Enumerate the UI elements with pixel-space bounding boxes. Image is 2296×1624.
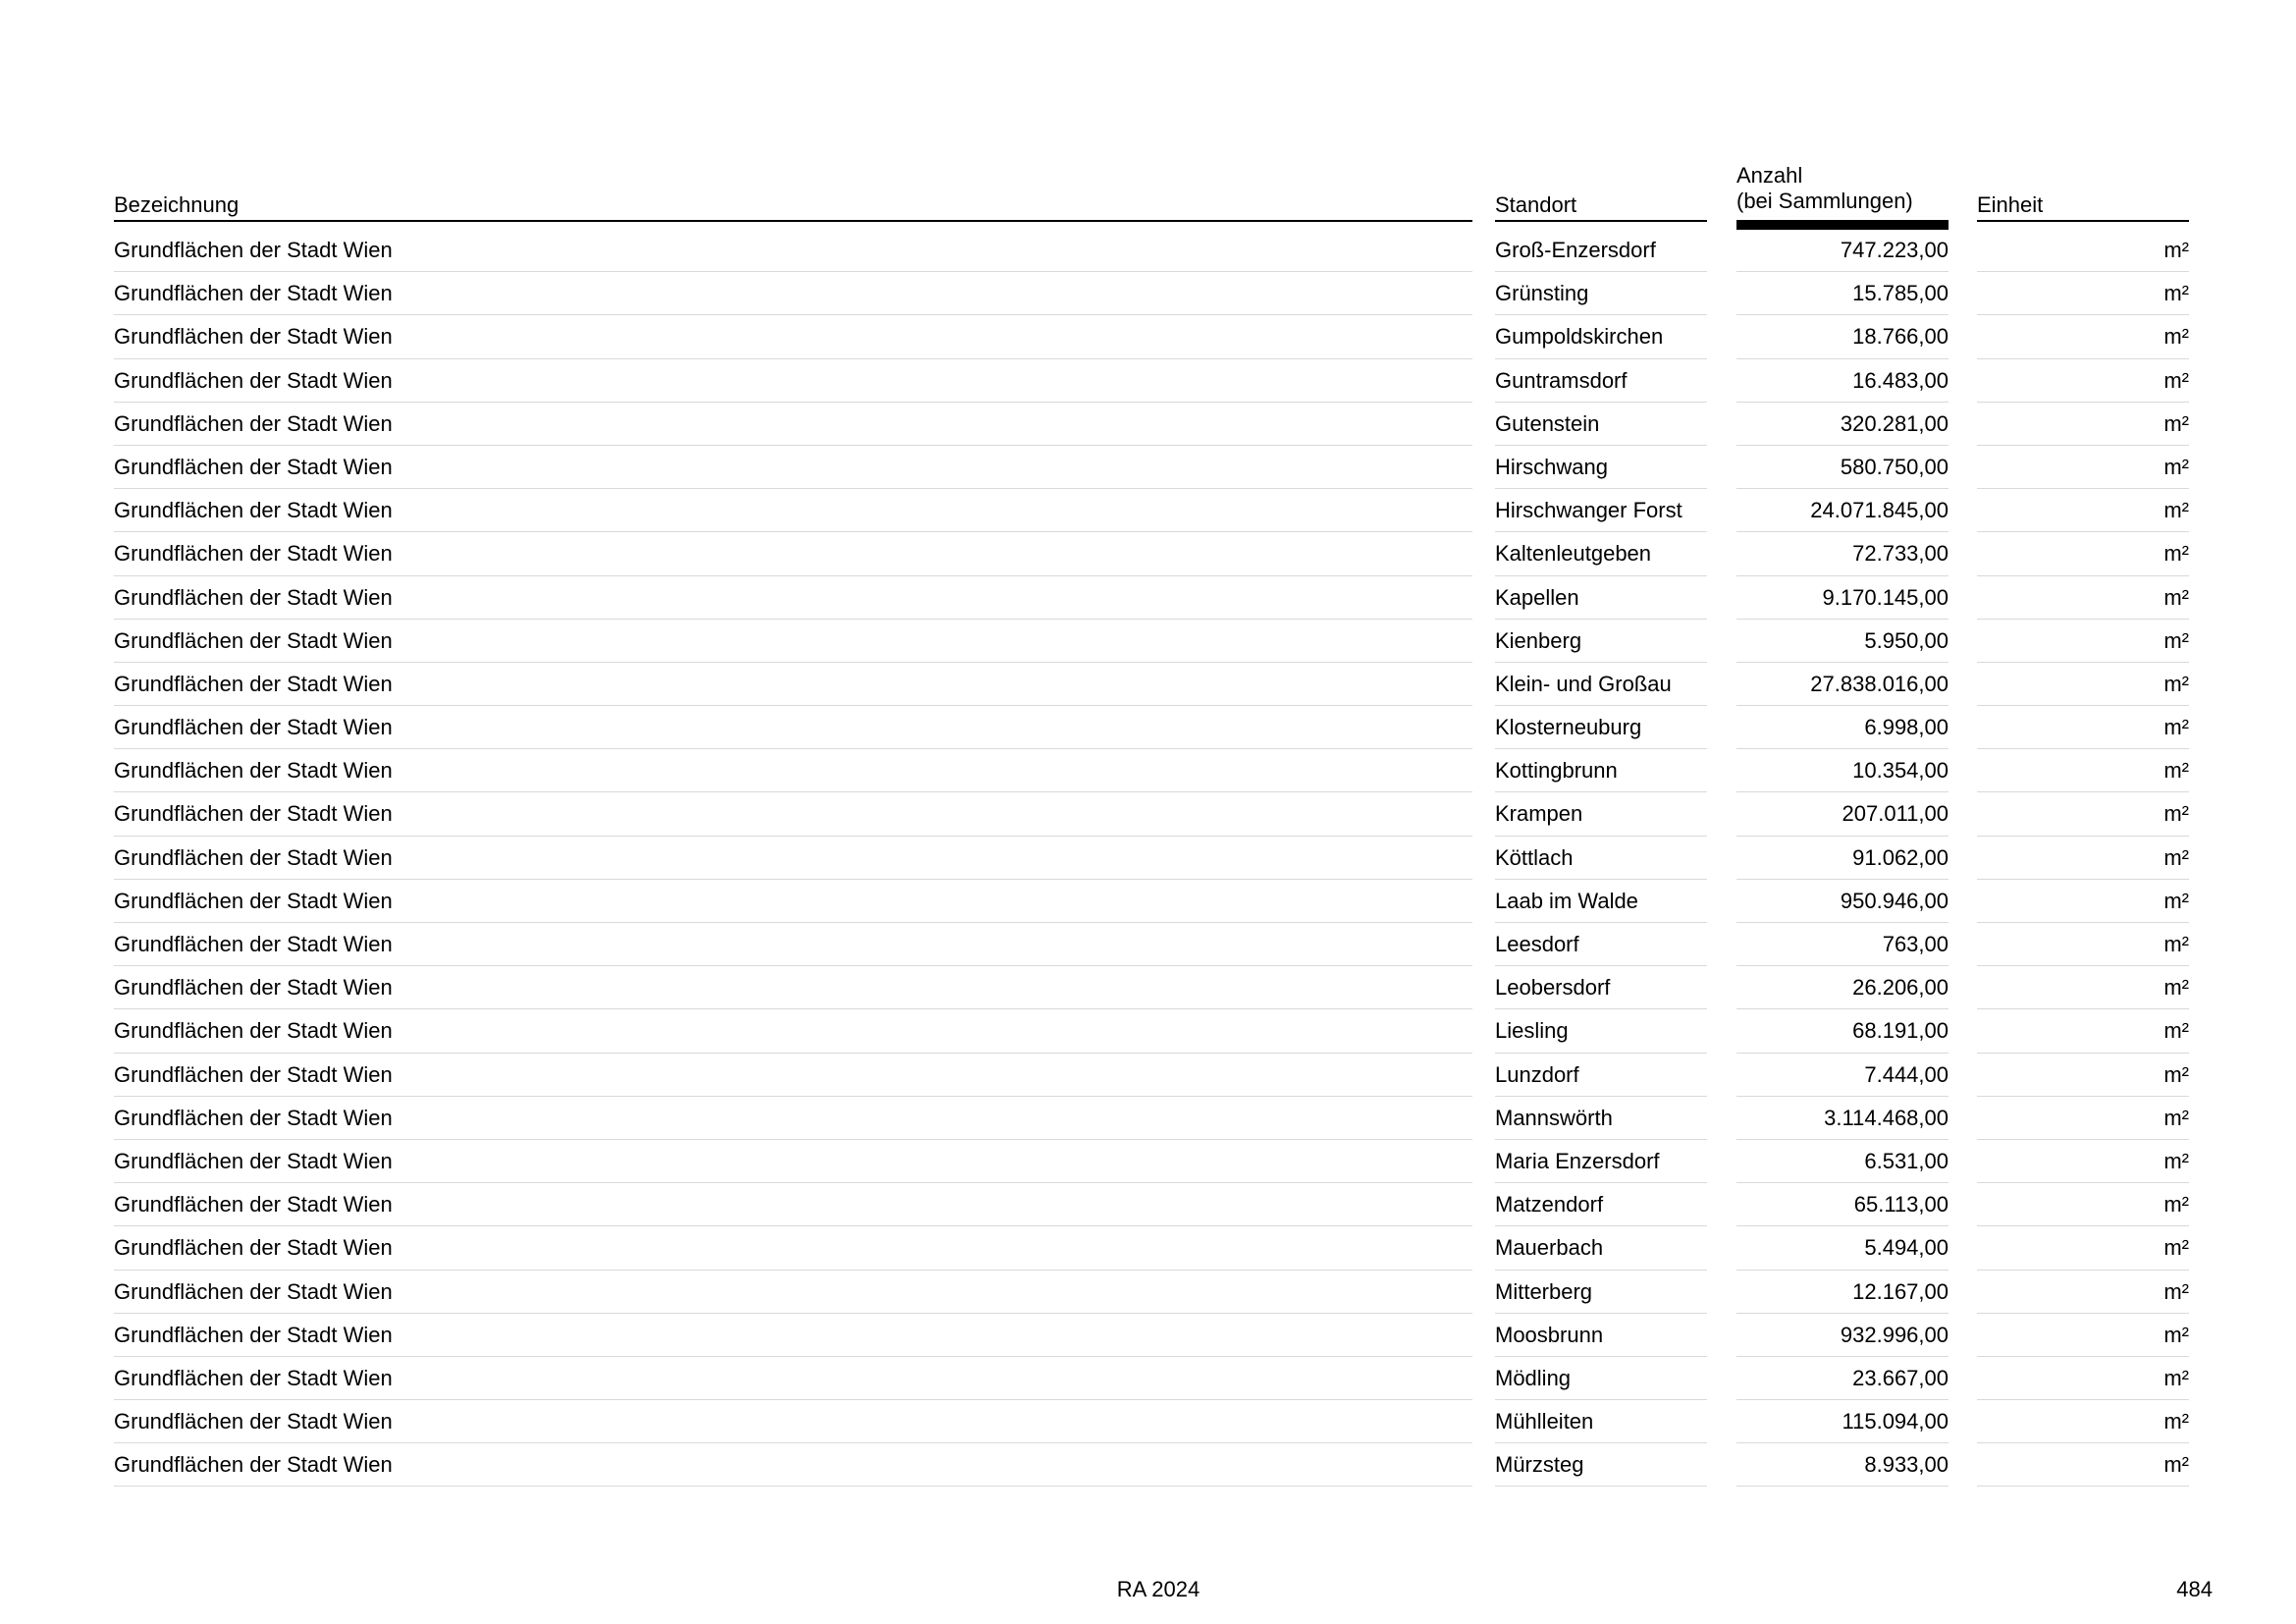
cell-bezeichnung: Grundflächen der Stadt Wien	[114, 1314, 1472, 1357]
cell-standort: Grünsting	[1495, 272, 1707, 315]
cell-einheit: m²	[1977, 315, 2189, 358]
cell-einheit: m²	[1977, 1097, 2189, 1140]
cell-anzahl: 932.996,00	[1736, 1314, 1949, 1357]
cell-anzahl: 10.354,00	[1736, 749, 1949, 792]
cell-standort: Mauerbach	[1495, 1226, 1707, 1270]
table-row	[0, 272, 2296, 315]
cell-einheit: m²	[1977, 272, 2189, 315]
table-body	[0, 229, 2296, 1487]
cell-anzahl: 3.114.468,00	[1736, 1097, 1949, 1140]
cell-bezeichnung: Grundflächen der Stadt Wien	[114, 837, 1472, 880]
cell-standort: Hirschwanger Forst	[1495, 489, 1707, 532]
cell-standort: Klein- und Großau	[1495, 663, 1707, 706]
header-bezeichnung	[114, 165, 1472, 222]
table-row	[0, 1443, 2296, 1487]
table-row	[0, 315, 2296, 358]
cell-anzahl: 16.483,00	[1736, 359, 1949, 403]
cell-einheit: m²	[1977, 1271, 2189, 1314]
table-row	[0, 880, 2296, 923]
cell-anzahl: 207.011,00	[1736, 792, 1949, 836]
cell-standort: Mödling	[1495, 1357, 1707, 1400]
cell-bezeichnung: Grundflächen der Stadt Wien	[114, 880, 1472, 923]
table-row	[0, 966, 2296, 1009]
cell-einheit: m²	[1977, 1357, 2189, 1400]
cell-einheit: m²	[1977, 837, 2189, 880]
cell-einheit: m²	[1977, 706, 2189, 749]
cell-standort: Hirschwang	[1495, 446, 1707, 489]
table-row	[0, 1357, 2296, 1400]
cell-einheit: m²	[1977, 1400, 2189, 1443]
cell-standort: Laab im Walde	[1495, 880, 1707, 923]
header-anzahl	[1736, 165, 1949, 230]
cell-bezeichnung: Grundflächen der Stadt Wien	[114, 1400, 1472, 1443]
cell-bezeichnung: Grundflächen der Stadt Wien	[114, 1140, 1472, 1183]
cell-bezeichnung: Grundflächen der Stadt Wien	[114, 446, 1472, 489]
cell-bezeichnung: Grundflächen der Stadt Wien	[114, 1443, 1472, 1487]
cell-einheit: m²	[1977, 663, 2189, 706]
cell-einheit: m²	[1977, 359, 2189, 403]
cell-standort: Mühlleiten	[1495, 1400, 1707, 1443]
cell-einheit: m²	[1977, 532, 2189, 575]
cell-standort: Kienberg	[1495, 620, 1707, 663]
cell-einheit: m²	[1977, 923, 2189, 966]
cell-anzahl: 115.094,00	[1736, 1400, 1949, 1443]
header-anzahl-line2: (bei Sammlungen)	[1736, 189, 1913, 213]
cell-einheit: m²	[1977, 576, 2189, 620]
header-standort	[1495, 165, 1707, 222]
table-row	[0, 1271, 2296, 1314]
cell-bezeichnung: Grundflächen der Stadt Wien	[114, 1271, 1472, 1314]
cell-anzahl: 6.531,00	[1736, 1140, 1949, 1183]
cell-bezeichnung: Grundflächen der Stadt Wien	[114, 706, 1472, 749]
table-row	[0, 359, 2296, 403]
cell-standort: Leobersdorf	[1495, 966, 1707, 1009]
cell-anzahl: 950.946,00	[1736, 880, 1949, 923]
header-einheit-label: Einheit	[1977, 192, 2044, 217]
cell-bezeichnung: Grundflächen der Stadt Wien	[114, 576, 1472, 620]
cell-standort: Kottingbrunn	[1495, 749, 1707, 792]
cell-anzahl: 747.223,00	[1736, 229, 1949, 272]
table-row	[0, 576, 2296, 620]
cell-standort: Leesdorf	[1495, 923, 1707, 966]
cell-einheit: m²	[1977, 880, 2189, 923]
table-row	[0, 446, 2296, 489]
cell-standort: Kaltenleutgeben	[1495, 532, 1707, 575]
cell-anzahl: 12.167,00	[1736, 1271, 1949, 1314]
cell-bezeichnung: Grundflächen der Stadt Wien	[114, 1054, 1472, 1097]
table-row	[0, 663, 2296, 706]
cell-einheit: m²	[1977, 403, 2189, 446]
cell-bezeichnung: Grundflächen der Stadt Wien	[114, 966, 1472, 1009]
cell-anzahl: 7.444,00	[1736, 1054, 1949, 1097]
cell-standort: Guntramsdorf	[1495, 359, 1707, 403]
cell-anzahl: 23.667,00	[1736, 1357, 1949, 1400]
cell-bezeichnung: Grundflächen der Stadt Wien	[114, 923, 1472, 966]
table-row	[0, 229, 2296, 272]
table-row	[0, 792, 2296, 836]
cell-einheit: m²	[1977, 1443, 2189, 1487]
cell-bezeichnung: Grundflächen der Stadt Wien	[114, 489, 1472, 532]
header-einheit	[1977, 165, 2189, 222]
cell-standort: Köttlach	[1495, 837, 1707, 880]
cell-standort: Maria Enzersdorf	[1495, 1140, 1707, 1183]
cell-bezeichnung: Grundflächen der Stadt Wien	[114, 272, 1472, 315]
table-row	[0, 749, 2296, 792]
table-row	[0, 1097, 2296, 1140]
cell-einheit: m²	[1977, 1140, 2189, 1183]
cell-einheit: m²	[1977, 1314, 2189, 1357]
cell-einheit: m²	[1977, 229, 2189, 272]
cell-anzahl: 65.113,00	[1736, 1183, 1949, 1226]
table-row	[0, 1226, 2296, 1270]
cell-anzahl: 580.750,00	[1736, 446, 1949, 489]
cell-bezeichnung: Grundflächen der Stadt Wien	[114, 663, 1472, 706]
header-anzahl-line1: Anzahl	[1736, 163, 1803, 188]
table-row	[0, 923, 2296, 966]
cell-standort: Mürzsteg	[1495, 1443, 1707, 1487]
table-row	[0, 837, 2296, 880]
table-row	[0, 1400, 2296, 1443]
cell-anzahl: 72.733,00	[1736, 532, 1949, 575]
cell-bezeichnung: Grundflächen der Stadt Wien	[114, 1097, 1472, 1140]
cell-anzahl: 763,00	[1736, 923, 1949, 966]
cell-bezeichnung: Grundflächen der Stadt Wien	[114, 792, 1472, 836]
cell-einheit: m²	[1977, 1054, 2189, 1097]
cell-standort: Matzendorf	[1495, 1183, 1707, 1226]
cell-bezeichnung: Grundflächen der Stadt Wien	[114, 1226, 1472, 1270]
cell-anzahl: 91.062,00	[1736, 837, 1949, 880]
cell-standort: Liesling	[1495, 1009, 1707, 1053]
cell-standort: Gutenstein	[1495, 403, 1707, 446]
cell-bezeichnung: Grundflächen der Stadt Wien	[114, 359, 1472, 403]
cell-anzahl: 5.494,00	[1736, 1226, 1949, 1270]
header-standort-label: Standort	[1495, 192, 1577, 217]
cell-standort: Moosbrunn	[1495, 1314, 1707, 1357]
cell-anzahl: 24.071.845,00	[1736, 489, 1949, 532]
cell-standort: Klosterneuburg	[1495, 706, 1707, 749]
cell-bezeichnung: Grundflächen der Stadt Wien	[114, 315, 1472, 358]
table-row	[0, 706, 2296, 749]
cell-anzahl: 26.206,00	[1736, 966, 1949, 1009]
cell-standort: Gumpoldskirchen	[1495, 315, 1707, 358]
cell-anzahl: 27.838.016,00	[1736, 663, 1949, 706]
cell-bezeichnung: Grundflächen der Stadt Wien	[114, 532, 1472, 575]
table-row	[0, 620, 2296, 663]
header-bezeichnung-label: Bezeichnung	[114, 192, 240, 217]
table-row	[0, 1140, 2296, 1183]
table-row	[0, 1009, 2296, 1053]
cell-standort: Kapellen	[1495, 576, 1707, 620]
cell-standort: Krampen	[1495, 792, 1707, 836]
cell-einheit: m²	[1977, 446, 2189, 489]
cell-standort: Mannswörth	[1495, 1097, 1707, 1140]
cell-bezeichnung: Grundflächen der Stadt Wien	[114, 620, 1472, 663]
cell-einheit: m²	[1977, 1226, 2189, 1270]
cell-einheit: m²	[1977, 489, 2189, 532]
cell-standort: Groß-Enzersdorf	[1495, 229, 1707, 272]
cell-bezeichnung: Grundflächen der Stadt Wien	[114, 403, 1472, 446]
cell-standort: Lunzdorf	[1495, 1054, 1707, 1097]
cell-einheit: m²	[1977, 749, 2189, 792]
cell-bezeichnung: Grundflächen der Stadt Wien	[114, 749, 1472, 792]
cell-anzahl: 320.281,00	[1736, 403, 1949, 446]
cell-bezeichnung: Grundflächen der Stadt Wien	[114, 229, 1472, 272]
table-row	[0, 1054, 2296, 1097]
cell-standort: Mitterberg	[1495, 1271, 1707, 1314]
cell-bezeichnung: Grundflächen der Stadt Wien	[114, 1357, 1472, 1400]
cell-anzahl: 68.191,00	[1736, 1009, 1949, 1053]
table-row	[0, 532, 2296, 575]
cell-einheit: m²	[1977, 1183, 2189, 1226]
cell-anzahl: 8.933,00	[1736, 1443, 1949, 1487]
footer-report-label: RA 2024	[1116, 1577, 1201, 1601]
cell-einheit: m²	[1977, 792, 2189, 836]
cell-anzahl: 5.950,00	[1736, 620, 1949, 663]
cell-einheit: m²	[1977, 1009, 2189, 1053]
cell-anzahl: 15.785,00	[1736, 272, 1949, 315]
table-row	[0, 1183, 2296, 1226]
cell-einheit: m²	[1977, 966, 2189, 1009]
cell-einheit: m²	[1977, 620, 2189, 663]
table-row	[0, 1314, 2296, 1357]
cell-anzahl: 9.170.145,00	[1736, 576, 1949, 620]
cell-bezeichnung: Grundflächen der Stadt Wien	[114, 1183, 1472, 1226]
cell-bezeichnung: Grundflächen der Stadt Wien	[114, 1009, 1472, 1053]
cell-anzahl: 6.998,00	[1736, 706, 1949, 749]
cell-anzahl: 18.766,00	[1736, 315, 1949, 358]
table-row	[0, 403, 2296, 446]
table-row	[0, 489, 2296, 532]
footer-page-number: 484	[2176, 1577, 2213, 1601]
